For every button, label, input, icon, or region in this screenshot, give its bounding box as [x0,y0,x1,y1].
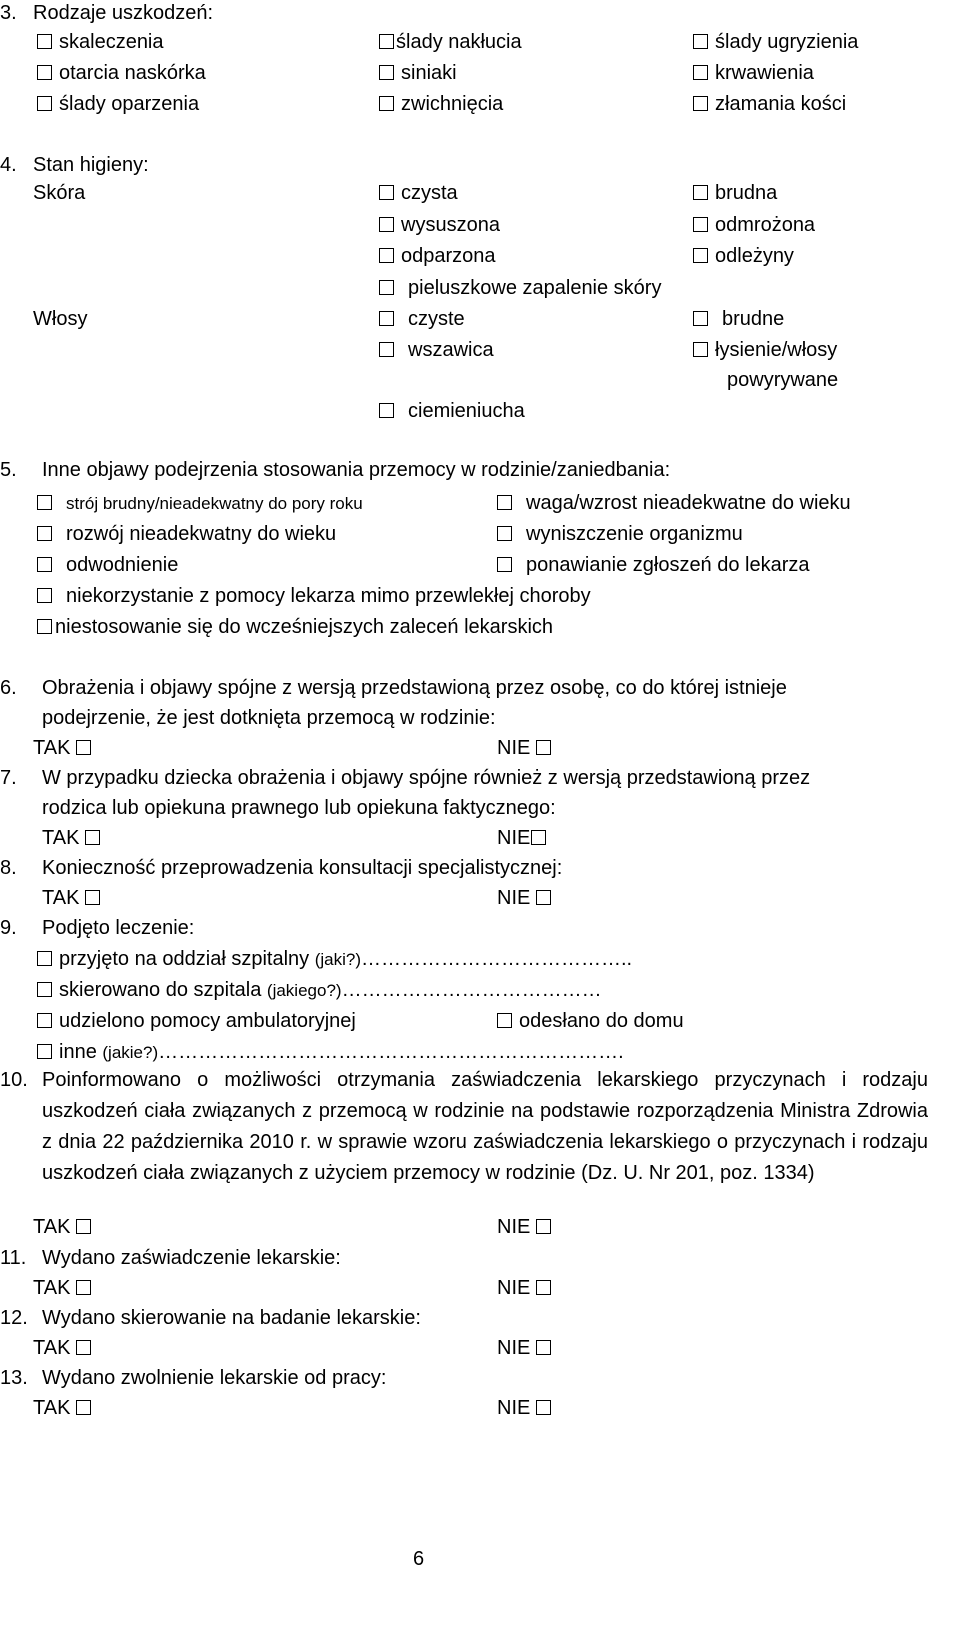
checkbox-brudna[interactable]: brudna [693,180,777,206]
section-9-title: Podjęto leczenie: [42,917,195,939]
checkbox-wyniszczenie[interactable]: wyniszczenie organizmu [497,521,743,547]
checkbox-odwodnienie[interactable]: odwodnienie [37,552,178,578]
section-12-title: Wydano skierowanie na badanie lekarskie: [42,1307,421,1329]
checkbox-icon[interactable] [379,342,394,357]
checkbox-icon[interactable] [37,1013,52,1028]
checkbox-icon[interactable] [536,1400,551,1415]
checkbox-waga[interactable]: waga/wzrost nieadekwatne do wieku [497,490,851,516]
checkbox-icon[interactable] [37,588,52,603]
checkbox-icon[interactable] [379,65,394,80]
no-option-13[interactable]: NIE [497,1395,551,1421]
section-4-number: 4. [0,154,17,176]
checkbox-skaleczenia[interactable]: skaleczenia [37,29,164,55]
section-5-title: Inne objawy podejrzenia stosowania przemocy w rodzinie/zaniedbania: [42,459,671,481]
checkbox-icon[interactable] [379,280,394,295]
checkbox-oddzial[interactable]: przyjęto na oddział szpitalny (jaki?)………………………………….. [37,946,632,973]
yes-option-11[interactable]: TAK [33,1275,91,1301]
checkbox-icon[interactable] [497,495,512,510]
section-11-title: Wydano zaświadczenie lekarskie: [42,1247,341,1269]
no-option-12[interactable]: NIE [497,1335,551,1361]
section-6-line-2: podejrzenie, że jest dotknięta przemocą w rodzinie: [42,707,496,729]
no-option-7[interactable]: NIE [497,825,546,851]
checkbox-icon[interactable] [76,1400,91,1415]
checkbox-krwawienia[interactable]: krwawienia [693,60,814,86]
checkbox-odmrozona[interactable]: odmrożona [693,212,815,238]
checkbox-ciemieniucha[interactable]: ciemieniucha [379,398,525,424]
section-12-number: 12. [0,1307,28,1329]
checkbox-icon[interactable] [379,96,394,111]
yes-option-12[interactable]: TAK [33,1335,91,1361]
checkbox-slady-naklucia[interactable]: ślady nakłucia [379,29,522,55]
checkbox-brudne[interactable]: brudne [693,306,784,332]
checkbox-icon[interactable] [379,248,394,263]
checkbox-icon[interactable] [497,1013,512,1028]
checkbox-slady-oparzenia[interactable]: ślady oparzenia [37,91,199,117]
checkbox-zlamania[interactable]: złamania kości [693,91,846,117]
checkbox-icon[interactable] [37,557,52,572]
checkbox-icon[interactable] [693,311,708,326]
checkbox-odlezyny[interactable]: odleżyny [693,243,794,269]
section-4-title: Stan higieny: [33,154,149,176]
page-number: 6 [413,1548,425,1570]
checkbox-icon[interactable] [37,1044,52,1059]
checkbox-icon[interactable] [379,403,394,418]
checkbox-icon[interactable] [37,96,52,111]
no-option-10[interactable]: NIE [497,1214,551,1240]
checkbox-icon[interactable] [693,248,708,263]
checkbox-icon[interactable] [76,1280,91,1295]
yes-option-7[interactable]: TAK [42,825,100,851]
section-13-number: 13. [0,1367,28,1389]
checkbox-icon[interactable] [85,830,100,845]
checkbox-lysienie[interactable]: łysienie/włosy [693,337,837,363]
checkbox-rozwoj[interactable]: rozwój nieadekwatny do wieku [37,521,336,547]
checkbox-icon[interactable] [536,890,551,905]
checkbox-odeslano[interactable]: odesłano do domu [497,1008,684,1034]
checkbox-icon[interactable] [693,65,708,80]
checkbox-icon[interactable] [76,1340,91,1355]
section-8-title: Konieczność przeprowadzenia konsultacji specjalistycznej: [42,857,563,879]
yes-option-6[interactable]: TAK [33,735,91,761]
checkbox-icon[interactable] [37,65,52,80]
checkbox-icon[interactable] [37,495,52,510]
checkbox-icon[interactable] [37,951,52,966]
checkbox-icon[interactable] [531,830,546,845]
yes-option-13[interactable]: TAK [33,1395,91,1421]
skin-label: Skóra [33,182,86,204]
checkbox-icon[interactable] [693,185,708,200]
checkbox-ambulatoryjnej[interactable]: udzielono pomocy ambulatoryjnej [37,1008,356,1034]
no-option-6[interactable]: NIE [497,735,551,761]
checkbox-slady-ugryzienia[interactable]: ślady ugryzienia [693,29,858,55]
checkbox-icon[interactable] [536,1340,551,1355]
yes-option-8[interactable]: TAK [42,885,100,911]
checkbox-icon[interactable] [497,557,512,572]
checkbox-icon[interactable] [76,1219,91,1234]
section-10-text: Poinformowano o możliwości otrzymania zaświadczenia lekarskiego przyczynach i rodzaju uszkodzeń ciała związanych z przemocą w rodzinie na podstawie rozporządzenia Ministra Zdrowia z dnia 22 października 2010 r. w sprawie wzoru zaświadczenia lekarskiego o przyczynach i rodzaju uszkodzeń ciała związanych z użyciem przemocy w rodzinie (Dz. U. Nr 201, poz. 1334) [42,1069,928,1184]
section-7-line-1: W przypadku dziecka obrażenia i objawy spójne również z wersją przedstawioną przez [42,767,811,789]
checkbox-niestosowanie[interactable]: niestosowanie się do wcześniejszych zaleceń lekarskich [37,614,553,640]
checkbox-icon[interactable] [536,1280,551,1295]
checkbox-czyste[interactable]: czyste [379,306,465,332]
section-6-number: 6. [0,677,17,699]
section-8-number: 8. [0,857,17,879]
checkbox-stroj[interactable]: strój brudny/nieadekwatny do pory roku [37,490,363,517]
checkbox-icon[interactable] [379,185,394,200]
checkbox-icon[interactable] [536,740,551,755]
checkbox-niekorzystanie[interactable]: niekorzystanie z pomocy lekarza mimo przewlekłej choroby [37,583,591,609]
no-option-11[interactable]: NIE [497,1275,551,1301]
checkbox-icon[interactable] [693,96,708,111]
checkbox-ponawianie[interactable]: ponawianie zgłoszeń do lekarza [497,552,810,578]
checkbox-icon[interactable] [76,740,91,755]
section-9-number: 9. [0,917,17,939]
checkbox-siniaki[interactable]: siniaki [379,60,457,86]
checkbox-icon[interactable] [536,1219,551,1234]
checkbox-icon[interactable] [693,342,708,357]
lysienie-continuation: powyrywane [727,369,839,391]
checkbox-wszawica[interactable]: wszawica [379,337,494,363]
checkbox-otarcia[interactable]: otarcia naskórka [37,60,206,86]
checkbox-pieluszkowe[interactable]: pieluszkowe zapalenie skóry [379,275,661,301]
checkbox-icon[interactable] [37,526,52,541]
checkbox-icon[interactable] [37,982,52,997]
checkbox-icon[interactable] [693,217,708,232]
checkbox-zwichniecia[interactable]: zwichnięcia [379,91,503,117]
checkbox-icon[interactable] [37,34,52,49]
section-13-title: Wydano zwolnienie lekarskie od pracy: [42,1367,387,1389]
checkbox-icon[interactable] [497,526,512,541]
hair-label: Włosy [33,308,88,330]
section-5-number: 5. [0,459,17,481]
checkbox-icon[interactable] [379,217,394,232]
checkbox-icon[interactable] [693,34,708,49]
checkbox-icon[interactable] [85,890,100,905]
no-option-8[interactable]: NIE [497,885,551,911]
checkbox-icon[interactable] [379,34,394,49]
section-6-line-1: Obrażenia i objawy spójne z wersją przedstawioną przez osobę, co do której istnieje [42,677,787,699]
checkbox-skierowano[interactable]: skierowano do szpitala (jakiego?)………………………………… [37,977,602,1004]
checkbox-odparzona[interactable]: odparzona [379,243,496,269]
checkbox-wysuszona[interactable]: wysuszona [379,212,500,238]
section-11-number: 11. [0,1247,27,1269]
checkbox-inne[interactable]: inne (jakie?)……………………………………………………………. [37,1039,624,1066]
checkbox-icon[interactable] [379,311,394,326]
section-7-line-2: rodzica lub opiekuna prawnego lub opiekuna faktycznego: [42,797,556,819]
yes-option-10[interactable]: TAK [33,1214,91,1240]
section-7-number: 7. [0,767,17,789]
checkbox-czysta[interactable]: czysta [379,180,458,206]
section-10-number: 10. [0,1069,28,1091]
section-3-title: Rodzaje uszkodzeń: [33,2,214,24]
section-3-number: 3. [0,2,17,24]
checkbox-icon[interactable] [37,619,52,634]
